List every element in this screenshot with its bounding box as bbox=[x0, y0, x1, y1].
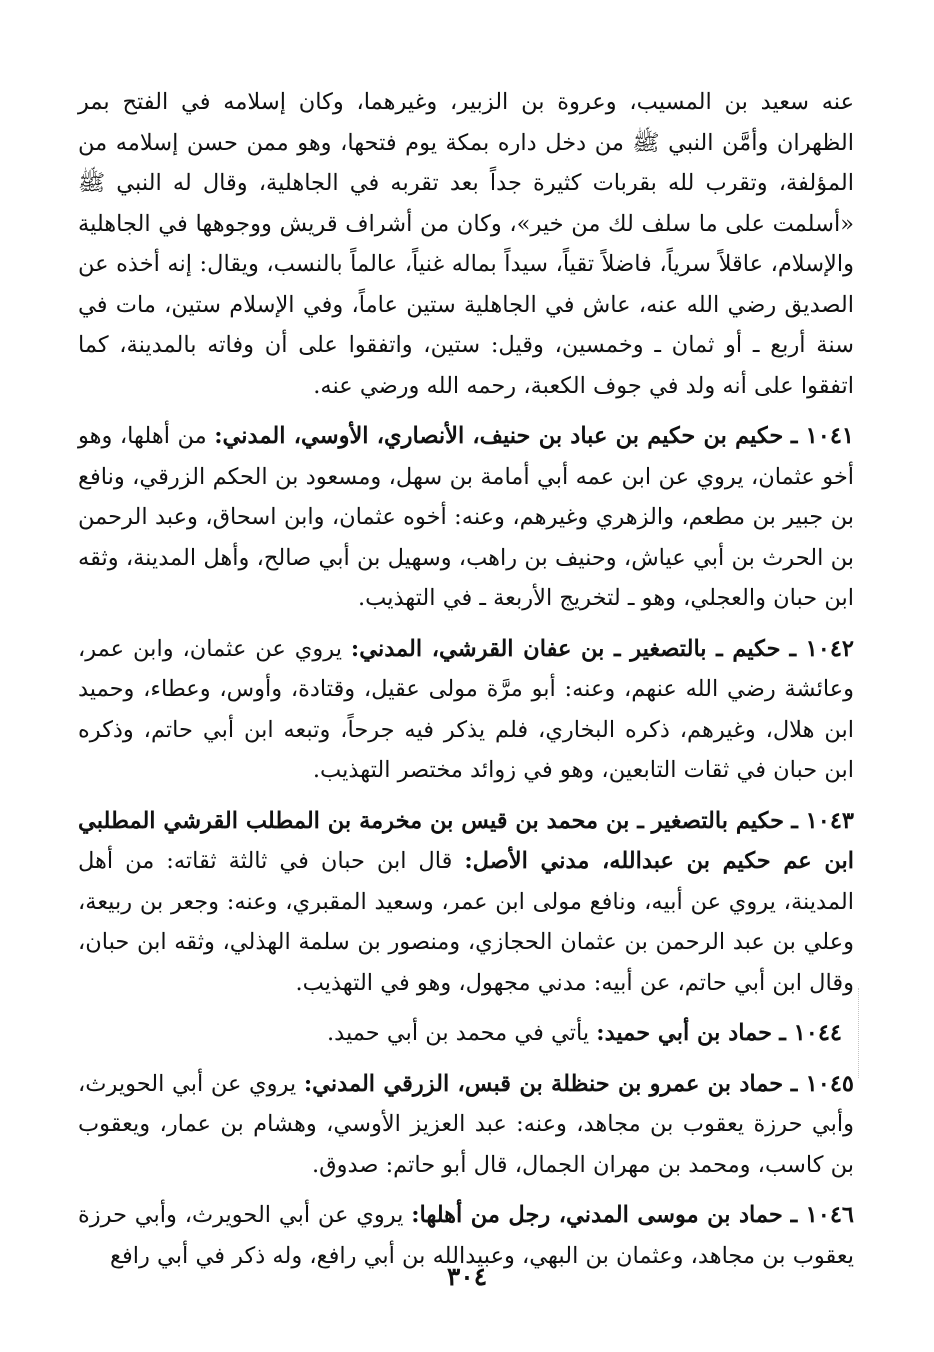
entry-number: ١٠٤١ ـ bbox=[790, 423, 854, 449]
page-number: ٣٠٤ bbox=[446, 1262, 488, 1291]
entry-number: ١٠٤٢ ـ bbox=[789, 635, 855, 662]
entry-heading: حماد بن موسى المدني، رجل من أهلها: bbox=[411, 1202, 783, 1228]
entry-1043 bbox=[78, 801, 854, 1004]
binding-gutter-marks bbox=[858, 988, 863, 1078]
entry-heading: حكيم بن حكيم بن عباد بن حنيف، الأنصاري، الأوسي، المدني: bbox=[214, 423, 784, 449]
entry-number: ١٠٤٦ ـ bbox=[790, 1202, 854, 1228]
document-page bbox=[78, 82, 854, 1276]
entry-number: ١٠٤٤ ـ bbox=[779, 1020, 842, 1046]
entry-text: يروي عن أبي الحويرث، وأبي حرزة يعقوب بن مجاهد، وعثمان بن البهي، وعبيدالله بن أبي رافع، وله ذكر في أبي رافع bbox=[78, 1202, 854, 1269]
entry-1045 bbox=[78, 1064, 854, 1186]
entry-text: يأتي في محمد بن أبي حميد. bbox=[327, 1020, 590, 1046]
paragraph-text: عنه سعيد بن المسيب، وعروة بن الزبير، وغيرهما، وكان إسلامه في الفتح بمر الظهران وأمَّن النبي ﷺ من دخل داره بمكة يوم فتحها، وهو ممن حسن إسلامه من المؤلفة، وتقرب لله بقربات كثيرة جداً بعد تقربه في الجاهلية، وقال له النبي ﷺ «أسلمت على ما سلف لك من خير»، وكان من أشراف قريش ووجوهها في الجاهلية والإسلام، عاقلاً سرياً، فاضلاً تقياً، سيداً بماله غنياً، عالماً بالنسب، ويقال: إنه أخذه عن الصديق رضي الله عنه، عاش في الجاهلية ستين عاماً، وفي الإسلام ستين، مات في سنة أربع ـ أو ثمان ـ وخمسين، وقيل: ستين، واتفقوا على أن وفاته بالمدينة، كما اتفقوا على أنه ولد في جوف الكعبة، رحمه الله ورضي عنه. bbox=[78, 89, 854, 399]
entry-text: يروي عن عثمان، وابن عمر، وعائشة رضي الله عنهم، وعنه: أبو مرَّة مولى عقيل، وقتادة، وأوس، وعطاء، وحميد ابن هلال، وغيرهم، ذكره البخاري، فلم يذكر فيه جرحاً، وتبعه ابن أبي حاتم، وذكره ابن حبان في ثقات التابعين، وهو في زوائد مختصر التهذيب. bbox=[78, 635, 854, 783]
entry-heading: حماد بن عمرو بن حنظلة بن قبس، الزرقي المدني: bbox=[303, 1070, 784, 1097]
entry-text: من أهلها، وهو أخو عثمان، يروي عن ابن عمه أبي أمامة بن سهل، ومسعود بن الحكم الزرقي، ونافع بن جبير بن مطعم، والزهري وغيرهم، وعنه: أخوه عثمان، وابن اسحاق، وعبد الرحمن بن الحرث بن أبي عياش، وحنيف بن راهب، وسهيل بن أبي صالح، وأهل المدينة، وثقه ابن حبان والعجلي، وهو ـ لتخريج الأربعة ـ في التهذيب. bbox=[78, 423, 854, 611]
paragraph-continuation bbox=[78, 82, 854, 406]
entry-heading: حكيم بالتصغير ـ بن محمد بن قيس بن مخرمة بن المطلب القرشي المطلبي ابن عم حكيم بن عبدالله، مدني الأصل: bbox=[78, 807, 854, 874]
entry-number: ١٠٤٣ ـ bbox=[791, 807, 854, 834]
entry-1044 bbox=[78, 1013, 854, 1054]
entry-text: قال ابن حبان في ثالثة ثقاته: من أهل المدينة، يروي عن أبيه، ونافع مولى ابن عمر، وسعيد المقبري، وعنه: وجعر بن ربيعة، وعلي بن عبد الرحمن بن عثمان الحجازي، ومنصور بن سلمة الهذلي، وثقه ابن حبان، وقال ابن أبي حاتم، عن أبيه: مدني مجهول، وهو في التهذيب. bbox=[78, 848, 854, 996]
entry-1041 bbox=[78, 416, 854, 619]
entry-heading: حكيم ـ بالتصغير ـ بن عفان القرشي، المدني: bbox=[350, 635, 781, 662]
entry-heading: حماد بن أبي حميد: bbox=[596, 1020, 773, 1046]
entry-number: ١٠٤٥ ـ bbox=[790, 1070, 854, 1097]
entry-1042 bbox=[78, 629, 854, 791]
entry-text: يروي عن أبي الحويرث، وأبي حرزة يعقوب بن مجاهد، وعنه: عبد العزيز الأوسي، وهشام بن عمار، ويعقوب بن كاسب، ومحمد بن مهران الجمال، قال أبو حاتم: صدوق. bbox=[78, 1070, 854, 1178]
